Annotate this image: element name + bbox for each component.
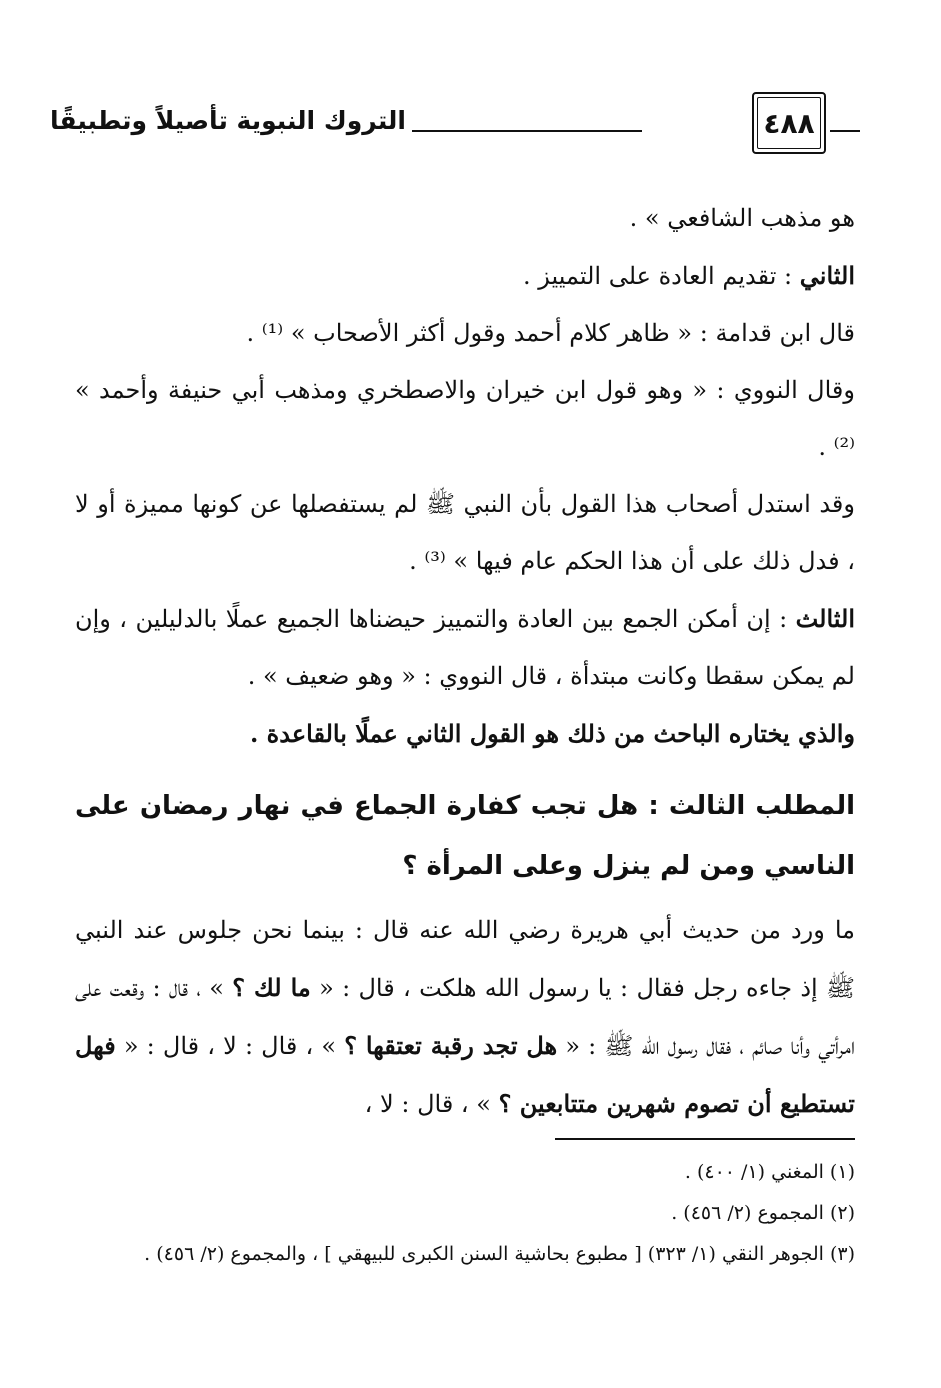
quote-bold: هل تجد رقبة تعتقها ؟: [344, 1031, 558, 1060]
paragraph: هو مذهب الشافعي » .: [629, 204, 855, 232]
paragraph-text: : إن أمكن الجمع بين العادة والتمييز حيضناها الجميع عملًا بالدليلين ، وإن لم يمكن سقطا وكانت مبتدأة ، قال النووي : « وهو ضعيف » .: [75, 605, 855, 690]
page-number: ٤٨٨: [763, 106, 815, 140]
paragraph-text: ما ورد من حديث أبي هريرة رضي الله عنه قال : بينما نحن جلوس عند النبي ﷺ إذ جاءه رجل فقال : يا رسول الله هلكت ، قال : «: [75, 916, 856, 1002]
section-heading: المطلب الثالث : هل تجب كفارة الجماع في نهار رمضان على الناسي ومن لم ينزل وعلى المرأة ؟: [75, 791, 855, 881]
paragraph: [75, 247, 855, 305]
footnote-separator: [555, 1138, 855, 1140]
paragraph-text: : تقديم العادة على التمييز .: [522, 262, 800, 290]
paragraph-text: » ، قال : وقعت على امرأتي وأنا صائم ، فقال رسول الله ﷺ : «: [75, 974, 855, 1060]
header-rule-right: [830, 130, 860, 132]
list-label: الثالث: [795, 604, 856, 633]
hadith-paragraph: [75, 902, 855, 1133]
paragraph-text: » ، قال : لا ،: [364, 1090, 499, 1118]
paragraph: وقد استدل أصحاب هذا القول بأن النبي ﷺ لم يستفصلها عن كونها مميزة أو لا ، فدل ذلك على أن هذا الحكم عام فيها » ⁽³⁾ .: [75, 490, 855, 575]
paragraph: [75, 590, 855, 705]
footnote: (٢) المجموع (٢/ ٤٥٦) .: [671, 1202, 855, 1224]
paragraph: قال ابن قدامة : « ظاهر كلام أحمد وقول أكثر الأصحاب » ⁽¹⁾ .: [246, 319, 855, 347]
header-rule-left: [412, 130, 642, 132]
quote-bold: ما لك ؟: [232, 973, 311, 1002]
main-text: [75, 190, 855, 1133]
conclusion-paragraph: والذي يختاره الباحث من ذلك هو القول الثاني عملًا بالقاعدة .: [249, 719, 855, 748]
page-header: [49, 88, 860, 150]
paragraph: وقال النووي : « وهو قول ابن خيران والاصطخري ومذهب أبي حنيفة وأحمد » ⁽²⁾ .: [75, 376, 855, 461]
book-title: التروك النبوية تأصيلاً وتطبيقًا: [49, 106, 406, 135]
paragraph-text: » ، قال : لا ، قال : «: [115, 1032, 345, 1060]
list-label: الثاني: [799, 261, 855, 290]
page-number-box: [752, 92, 826, 154]
footnotes: [75, 1152, 855, 1275]
quote-bold: فهل تستطيع أن تصوم شهرين متتابعين ؟: [75, 1031, 855, 1118]
footnote: (٣) الجوهر النقي (١/ ٣٢٣) [ مطبوع بحاشية السنن الكبرى للبيهقي ] ، والمجموع (٢/ ٤٥٦) .: [144, 1243, 855, 1265]
footnote: (١) المغني (١/ ٤٠٠) .: [684, 1161, 855, 1183]
